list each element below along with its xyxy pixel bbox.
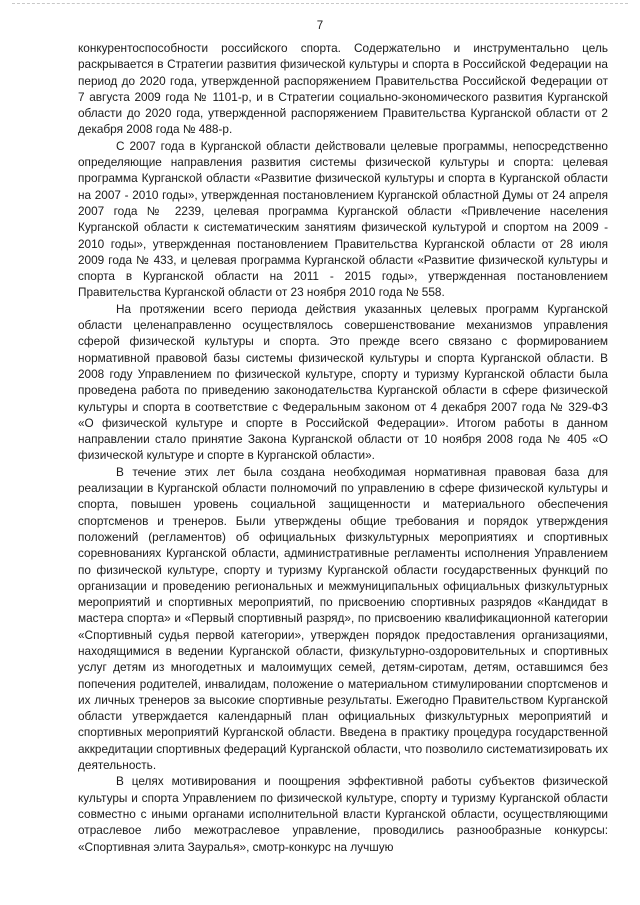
page-number: 7 <box>316 20 324 32</box>
scan-artifact-line <box>12 3 628 5</box>
paragraph-management-improvement: На протяжении всего периода действия указанных целевых программ Курганской области целенаправленно осуществлялось совершенствование механизмов управления сферой физической культуры и спорта. Это прежде всего связано с формированием нормативной правовой базы системы физической культуры и спорта Курганской области. В 2008 году Управлением по физической культуре, спорту и туризму Курганской области была проведена работа по приведению законодательства Курганской области в сфере физической культуры и спорта в соответствие с Федеральным законом от 4 декабря 2007 года № 329-ФЗ «О физической культуре и спорте в Российской Федерации». Итогом работы в данном направлении стало принятие Закона Курганской области от 10 ноября 2008 года № 405 «О физической культуре и спорте в Курганской области». <box>78 301 608 463</box>
paragraph-legal-base: В течение этих лет была создана необходимая нормативная правовая база для реализации в Курганской области полномочий по управлению в сфере физической культуры и спорта, повышен уровень социальной защищенности и материального обеспечения спортсменов и тренеров. Были утверждены общие требования и порядок утверждения положений (регламентов) об официальных физкультурных мероприятиях и спортивных соревнованиях Курганской области, административные регламенты исполнения Управлением по физической культуре, спорту и туризму Курганской области государственных функций по организации и проведению региональных и межмуниципальных официальных физкультурных мероприятий и спортивных мероприятий, по присвоению спортивных разрядов «Кандидат в мастера спорта» и «Первый спортивный разряд», по присвоению квалификационной категории «Спортивный судья первой категории», утвержден порядок предоставления организациями, находящимися в ведении Курганской области, физкультурно-оздоровительных и спортивных услуг детям из многодетных и малоимущих семей, детям-сиротам, детям, оставшимся без попечения родителей, инвалидам, положение о материальном стимулировании спортсменов и их личных тренеров за высокие спортивные результаты. Ежегодно Правительством Курганской области утверждается календарный план официальных физкультурных мероприятий и спортивных мероприятий Курганской области. Введена в практику процедура государственной аккредитации спортивных федераций Курганской области, что позволило систематизировать их деятельность. <box>78 464 608 773</box>
paragraph-motivation: В целях мотивирования и поощрения эффективной работы субъектов физической культуры и спорта Управлением по физической культуре, спорту и туризму Курганской области совместно с иными органами исполнительной власти Курганской области, осуществляющими отраслевое либо межотраслевое управление, проводились разнообразные конкурсы: «Спортивная элита Зауралья», смотр-конкурс на лучшую <box>78 774 608 854</box>
document-body <box>78 40 608 855</box>
paragraph-continuation: конкурентоспособности российского спорта. Содержательно и инструментально цель раскрывается в Стратегии развития физической культуры и спорта в Российской Федерации на период до 2020 года, утвержденной распоряжением Правительства Российской Федерации от 7 августа 2009 года № 1101-р, и в Стратегии социально-экономического развития Курганской области до 2020 года, утвержденной распоряжением Правительства Курганской области от 2 декабря 2008 года № 488-р. <box>78 41 608 137</box>
paragraph-target-programs: С 2007 года в Курганской области действовали целевые программы, непосредственно определяющие направления развития системы физической культуры и спорта: целевая программа Курганской области «Развитие физической культуры и спорта в Курганской области на 2007 - 2010 годы», утвержденная постановлением Курганской областной Думы от 24 апреля 2007 года № 2239, целевая программа Курганской области «Привлечение населения Курганской области к систематическим занятиям физической культурой и спортом на 2009 - 2010 годы», утвержденная постановлением Правительства Курганской области от 28 июля 2009 года № 433, и целевая программа Курганской области «Развитие физической культуры и спорта в Курганской области на 2011 - 2015 годы», утвержденная постановлением Правительства Курганской области от 23 ноября 2010 года № 558. <box>78 138 608 300</box>
